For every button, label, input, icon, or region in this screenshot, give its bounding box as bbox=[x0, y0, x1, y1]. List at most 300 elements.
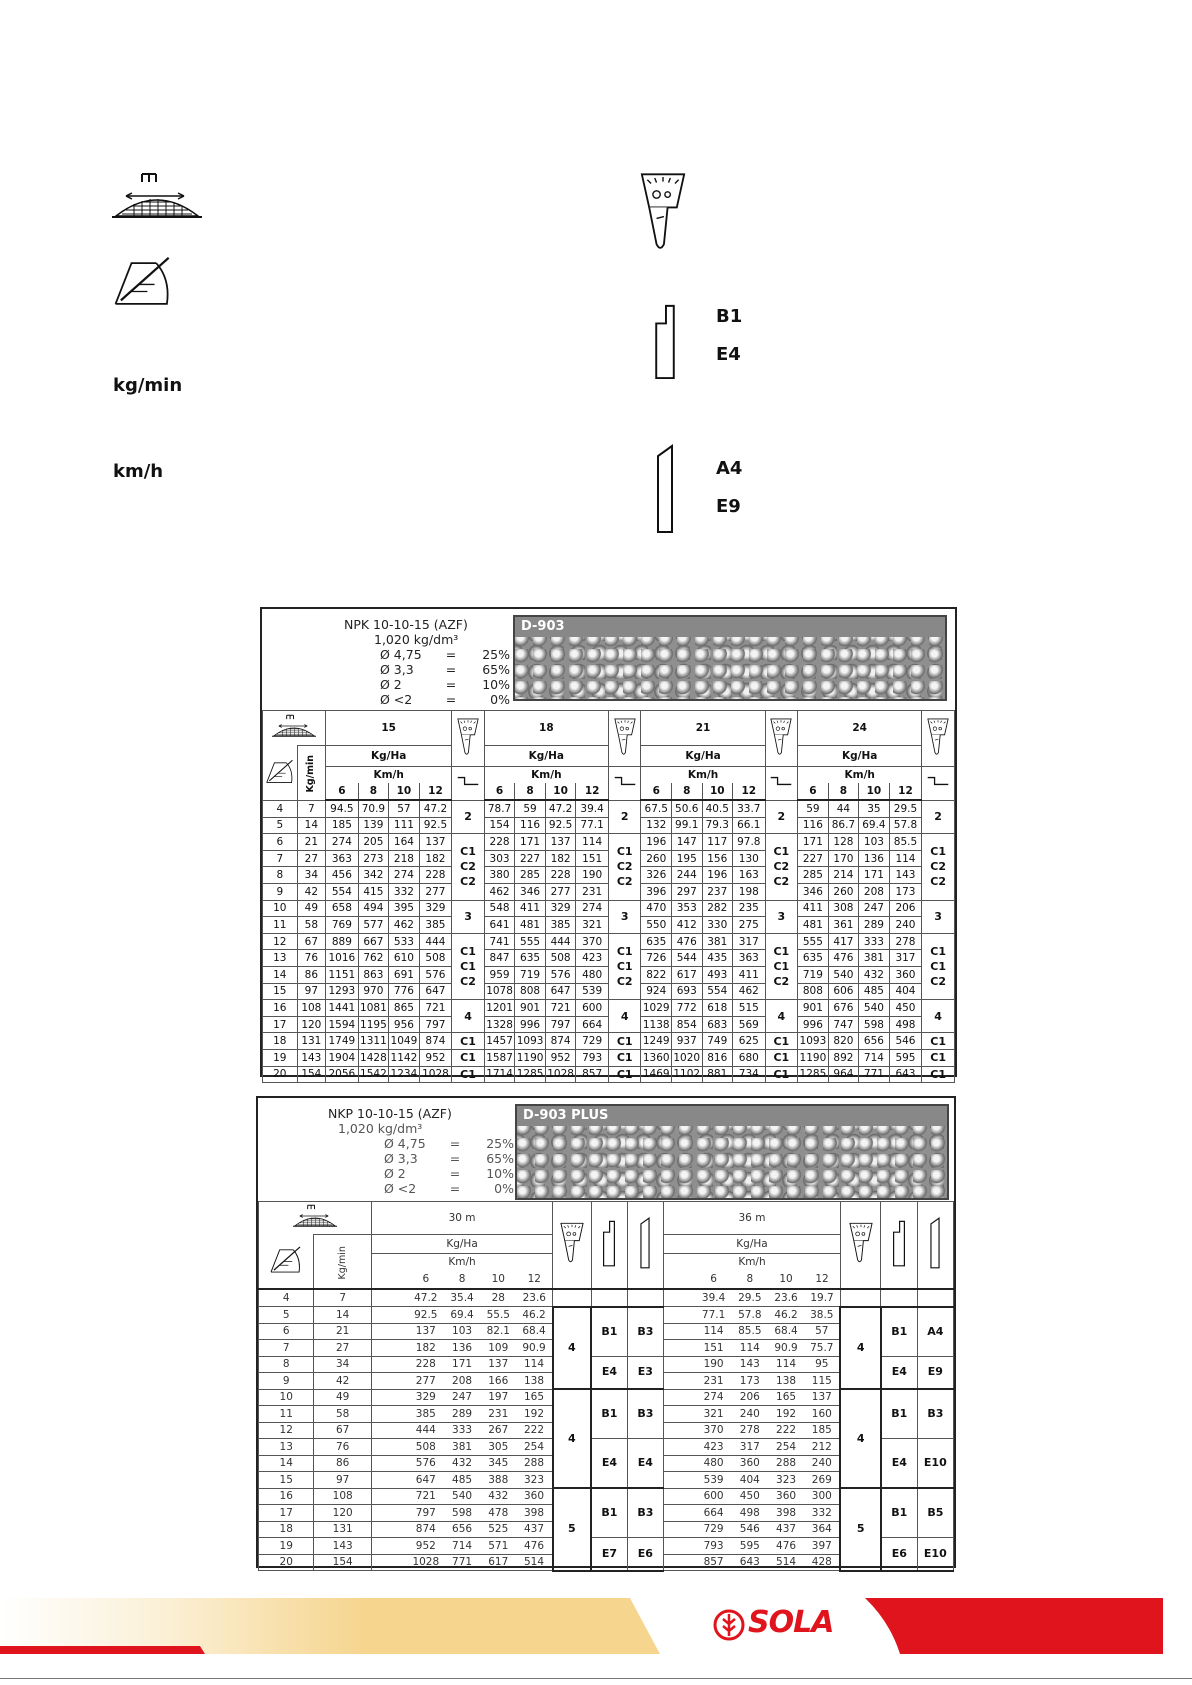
rate-step: 4 bbox=[259, 1289, 314, 1307]
speed-spacer bbox=[664, 1270, 696, 1289]
rate-value: 546 bbox=[889, 1033, 922, 1050]
rate-value: 395 bbox=[389, 900, 420, 917]
rate-value: 228 bbox=[408, 1356, 444, 1373]
spacer-cell bbox=[371, 1289, 407, 1307]
rate-value: 797 bbox=[545, 1016, 576, 1033]
spacer-cell bbox=[664, 1538, 696, 1555]
vane-setting: 4 bbox=[922, 1000, 955, 1033]
rate-value: 317 bbox=[733, 933, 766, 950]
table-row bbox=[263, 1066, 955, 1083]
short-vane-setting: E4 bbox=[881, 1439, 917, 1489]
flow-value: 49 bbox=[314, 1389, 372, 1406]
table-row bbox=[259, 1488, 954, 1505]
rate-value: 714 bbox=[859, 1049, 890, 1066]
rate-value: 317 bbox=[732, 1439, 768, 1456]
spacer-cell bbox=[371, 1554, 407, 1571]
rate-value: 423 bbox=[576, 950, 609, 967]
flow-value: 120 bbox=[314, 1505, 372, 1522]
rate-value: 540 bbox=[828, 966, 859, 983]
spacer-cell bbox=[664, 1439, 696, 1456]
dosing-gauge-icon bbox=[770, 717, 792, 757]
rate-value: 863 bbox=[358, 966, 389, 983]
rate-value: 33.7 bbox=[733, 800, 766, 817]
rate-value: 643 bbox=[889, 1066, 922, 1083]
flow-value: 42 bbox=[297, 883, 325, 900]
rate-value: 138 bbox=[768, 1373, 804, 1390]
flow-value: 86 bbox=[297, 966, 325, 983]
spacer-cell bbox=[371, 1439, 407, 1456]
rate-value: 476 bbox=[671, 933, 702, 950]
rate-value: 480 bbox=[576, 966, 609, 983]
rate-value: 647 bbox=[419, 983, 452, 1000]
rate-value: 820 bbox=[828, 1033, 859, 1050]
flow-value: 108 bbox=[314, 1488, 372, 1505]
rate-value: 881 bbox=[702, 1066, 733, 1083]
rate-value: 892 bbox=[828, 1049, 859, 1066]
rate-step: 20 bbox=[263, 1066, 298, 1083]
rate-value: 476 bbox=[768, 1538, 804, 1555]
rate-value: 617 bbox=[480, 1554, 516, 1571]
vane-setting: 4 bbox=[608, 1000, 641, 1033]
rate-table bbox=[258, 1201, 954, 1572]
rate-step: 14 bbox=[259, 1455, 314, 1472]
long-vane-header bbox=[917, 1202, 953, 1290]
rate-value: 277 bbox=[408, 1373, 444, 1390]
rate-value: 1081 bbox=[358, 1000, 389, 1017]
flow-value: 7 bbox=[297, 800, 325, 817]
rate-value: 444 bbox=[408, 1422, 444, 1439]
product-name: NPK 10-10-15 (AZF) bbox=[344, 617, 468, 632]
rate-value: 412 bbox=[671, 917, 702, 934]
rate-value: 577 bbox=[358, 917, 389, 934]
vane-setting: C1 bbox=[922, 1033, 955, 1050]
photo-label: D-903 bbox=[515, 617, 945, 637]
vane-setting: C1 bbox=[765, 1066, 798, 1083]
speed-header: 6 bbox=[798, 783, 829, 800]
rate-value: 47.2 bbox=[408, 1289, 444, 1307]
width-value: 18 bbox=[484, 711, 608, 746]
rate-value: 109 bbox=[480, 1340, 516, 1357]
rate-scale-icon bbox=[269, 1244, 303, 1274]
rate-value: 901 bbox=[798, 1000, 829, 1017]
flow-value: 76 bbox=[297, 950, 325, 967]
flow-value: 58 bbox=[314, 1406, 372, 1423]
rate-value: 82.1 bbox=[480, 1323, 516, 1340]
rate-value: 719 bbox=[515, 966, 546, 983]
rate-value: 889 bbox=[326, 933, 359, 950]
rate-value: 285 bbox=[515, 867, 546, 884]
rate-value: 69.4 bbox=[444, 1307, 480, 1324]
gauge-setting: 4 bbox=[840, 1389, 881, 1488]
rate-value: 137 bbox=[804, 1389, 840, 1406]
rate-value: 539 bbox=[695, 1472, 731, 1489]
rate-value: 952 bbox=[419, 1049, 452, 1066]
spacer-cell bbox=[664, 1488, 696, 1505]
spacer-cell bbox=[664, 1406, 696, 1423]
gauge-header bbox=[840, 1202, 881, 1290]
rate-value: 808 bbox=[798, 983, 829, 1000]
flow-value: 34 bbox=[297, 867, 325, 884]
granulometry-diameter: Ø 4,75 bbox=[384, 1136, 426, 1151]
rate-value: 57.8 bbox=[732, 1307, 768, 1324]
rate-value: 515 bbox=[733, 1000, 766, 1017]
rate-value: 1542 bbox=[358, 1066, 389, 1083]
rate-value: 212 bbox=[804, 1439, 840, 1456]
vane-setting: 3 bbox=[765, 900, 798, 933]
gauge-header bbox=[765, 711, 798, 767]
rate-value: 171 bbox=[515, 834, 546, 851]
rate-table bbox=[262, 710, 955, 1083]
rate-value: 353 bbox=[671, 900, 702, 917]
granulometry-diameter: Ø <2 bbox=[384, 1181, 417, 1196]
rate-value: 360 bbox=[732, 1455, 768, 1472]
rate-value: 85.5 bbox=[732, 1323, 768, 1340]
dosing-gauge-icon bbox=[614, 717, 636, 757]
rate-step: 19 bbox=[263, 1049, 298, 1066]
rate-value: 508 bbox=[408, 1439, 444, 1456]
rate-value: 808 bbox=[515, 983, 546, 1000]
granulometry-diameter: Ø 2 bbox=[384, 1166, 406, 1181]
rate-value: 321 bbox=[695, 1406, 731, 1423]
rate-value: 254 bbox=[516, 1439, 552, 1456]
rate-value: 235 bbox=[733, 900, 766, 917]
spacer-cell bbox=[664, 1323, 696, 1340]
rate-value: 1360 bbox=[641, 1049, 672, 1066]
speed-header: 8 bbox=[732, 1270, 768, 1289]
rate-value: 59 bbox=[798, 800, 829, 817]
rate-value: 546 bbox=[732, 1521, 768, 1538]
flow-value: 34 bbox=[314, 1356, 372, 1373]
long-vane-setting: A4 bbox=[917, 1307, 953, 1357]
long-vane-setting: E9 bbox=[917, 1356, 953, 1389]
rate-value: 227 bbox=[798, 850, 829, 867]
vane-setting: C1 C2 C2 bbox=[452, 834, 485, 900]
rate-value: 35.4 bbox=[444, 1289, 480, 1307]
spacer-cell bbox=[371, 1488, 407, 1505]
kgha-header: Kg/Ha bbox=[798, 746, 922, 767]
rate-value: 1469 bbox=[641, 1066, 672, 1083]
rate-value: 137 bbox=[545, 834, 576, 851]
rate-value: 456 bbox=[326, 867, 359, 884]
rate-value: 769 bbox=[326, 917, 359, 934]
rate-value: 227 bbox=[515, 850, 546, 867]
rate-step: 13 bbox=[259, 1439, 314, 1456]
granulometry-percent: 25% bbox=[482, 647, 510, 662]
width-value: 30 m bbox=[371, 1202, 552, 1235]
gauge-header bbox=[608, 711, 641, 767]
granulometry-diameter: Ø <2 bbox=[380, 692, 413, 707]
short-vane-header bbox=[881, 1202, 917, 1290]
long-vane-code-2: E9 bbox=[716, 496, 741, 517]
spacer-cell bbox=[371, 1455, 407, 1472]
rate-value: 67.5 bbox=[641, 800, 672, 817]
rate-value: 462 bbox=[389, 917, 420, 934]
granulometry-percent: 65% bbox=[486, 1151, 514, 1166]
rate-value: 277 bbox=[545, 883, 576, 900]
granulometry-row bbox=[380, 692, 510, 707]
speed-spacer bbox=[371, 1270, 407, 1289]
long-vane-setting: E10 bbox=[917, 1538, 953, 1571]
spacer-cell bbox=[664, 1455, 696, 1472]
rate-value: 370 bbox=[576, 933, 609, 950]
rate-value: 360 bbox=[889, 966, 922, 983]
short-vane-setting: E4 bbox=[591, 1439, 627, 1489]
rate-value: 498 bbox=[889, 1016, 922, 1033]
rate-step: 12 bbox=[259, 1422, 314, 1439]
rate-value: 952 bbox=[545, 1049, 576, 1066]
rate-value: 143 bbox=[889, 867, 922, 884]
rate-value: 680 bbox=[733, 1049, 766, 1066]
granulometry-equals: = bbox=[449, 1136, 461, 1151]
flow-value: 97 bbox=[314, 1472, 372, 1489]
rate-value: 762 bbox=[358, 950, 389, 967]
rate-value: 771 bbox=[859, 1066, 890, 1083]
rate-value: 1142 bbox=[389, 1049, 420, 1066]
rate-value: 99.1 bbox=[671, 817, 702, 834]
rate-value: 323 bbox=[768, 1472, 804, 1489]
gauge-setting: 4 bbox=[553, 1307, 591, 1390]
rate-value: 618 bbox=[702, 1000, 733, 1017]
rate-value: 79.3 bbox=[702, 817, 733, 834]
short-vane-setting: B1 bbox=[881, 1389, 917, 1439]
spacer-cell bbox=[371, 1538, 407, 1555]
rate-value: 635 bbox=[515, 950, 546, 967]
rate-value: 435 bbox=[702, 950, 733, 967]
rate-value: 404 bbox=[889, 983, 922, 1000]
speed-header: 10 bbox=[702, 783, 733, 800]
rate-value: 185 bbox=[804, 1422, 840, 1439]
rate-value: 1020 bbox=[671, 1049, 702, 1066]
flow-value: 76 bbox=[314, 1439, 372, 1456]
rate-value: 417 bbox=[828, 933, 859, 950]
rate-value: 647 bbox=[545, 983, 576, 1000]
rate-value: 865 bbox=[389, 1000, 420, 1017]
granulometry-row bbox=[384, 1136, 514, 1151]
rate-value: 260 bbox=[641, 850, 672, 867]
rate-value: 683 bbox=[702, 1016, 733, 1033]
rate-value: 116 bbox=[515, 817, 546, 834]
rate-value: 297 bbox=[671, 883, 702, 900]
rate-value: 360 bbox=[516, 1488, 552, 1505]
rate-value: 432 bbox=[444, 1455, 480, 1472]
rate-value: 254 bbox=[768, 1439, 804, 1456]
spacer-cell bbox=[664, 1289, 696, 1307]
rate-value: 478 bbox=[480, 1505, 516, 1522]
speed-header: 10 bbox=[480, 1270, 516, 1289]
rate-value: 1093 bbox=[798, 1033, 829, 1050]
vane-header bbox=[765, 767, 798, 801]
rate-value: 1293 bbox=[326, 983, 359, 1000]
rate-value: 635 bbox=[641, 933, 672, 950]
short-vane-setting: B1 bbox=[591, 1307, 627, 1357]
sola-emblem-icon bbox=[712, 1608, 746, 1642]
rate-value: 269 bbox=[804, 1472, 840, 1489]
rate-value: 595 bbox=[889, 1049, 922, 1066]
rate-value: 797 bbox=[419, 1016, 452, 1033]
rate-value: 130 bbox=[733, 850, 766, 867]
granulometry-row bbox=[380, 677, 510, 692]
vane-setting: C1 bbox=[608, 1033, 641, 1050]
long-vane-icon bbox=[654, 444, 676, 534]
rate-value: 40.5 bbox=[702, 800, 733, 817]
rate-value: 514 bbox=[768, 1554, 804, 1571]
rate-value: 1190 bbox=[798, 1049, 829, 1066]
rate-value: 691 bbox=[389, 966, 420, 983]
rate-value: 1093 bbox=[515, 1033, 546, 1050]
table-row bbox=[263, 834, 955, 851]
rate-value: 1078 bbox=[484, 983, 515, 1000]
kgha-header: Kg/Ha bbox=[484, 746, 608, 767]
gauge-setting: 4 bbox=[553, 1389, 591, 1488]
rate-value: 1049 bbox=[389, 1033, 420, 1050]
granulometry-equals: = bbox=[445, 647, 457, 662]
speed-header: 8 bbox=[828, 783, 859, 800]
rate-value: 117 bbox=[702, 834, 733, 851]
rate-value: 444 bbox=[419, 933, 452, 950]
width-header bbox=[263, 711, 326, 746]
kgha-header: Kg/Ha bbox=[641, 746, 765, 767]
rate-value: 411 bbox=[798, 900, 829, 917]
spacer-cell bbox=[664, 1356, 696, 1373]
fertilizer-photo bbox=[513, 615, 947, 701]
spacer-cell bbox=[664, 1389, 696, 1406]
rate-value: 198 bbox=[733, 883, 766, 900]
rate-value: 398 bbox=[768, 1505, 804, 1522]
rate-value: 525 bbox=[480, 1521, 516, 1538]
rate-step: 11 bbox=[263, 917, 298, 934]
short-vane-code-2: E4 bbox=[716, 344, 741, 365]
spacer-cell bbox=[371, 1521, 407, 1538]
rate-value: 444 bbox=[545, 933, 576, 950]
page-bottom-rule bbox=[0, 1678, 1192, 1679]
vane-setting: C1 C2 C2 bbox=[765, 834, 798, 900]
rate-value: 1016 bbox=[326, 950, 359, 967]
vane-setting: C1 bbox=[922, 1049, 955, 1066]
rate-value: 721 bbox=[419, 1000, 452, 1017]
empty-cell bbox=[917, 1289, 953, 1307]
spacer-cell bbox=[371, 1307, 407, 1324]
footer-graphic bbox=[0, 1592, 1192, 1654]
dosing-gauge-icon bbox=[560, 1221, 584, 1265]
rate-step: 13 bbox=[263, 950, 298, 967]
speed-header: 12 bbox=[576, 783, 609, 800]
rate-value: 423 bbox=[695, 1439, 731, 1456]
rate-value: 195 bbox=[671, 850, 702, 867]
flow-value: 120 bbox=[297, 1016, 325, 1033]
rate-value: 330 bbox=[702, 917, 733, 934]
speed-header: 8 bbox=[671, 783, 702, 800]
rate-value: 77.1 bbox=[695, 1307, 731, 1324]
granulometry-row bbox=[380, 662, 510, 677]
rate-value: 1457 bbox=[484, 1033, 515, 1050]
rate-value: 278 bbox=[889, 933, 922, 950]
rate-value: 206 bbox=[889, 900, 922, 917]
rate-value: 476 bbox=[516, 1538, 552, 1555]
spacer-cell bbox=[371, 1389, 407, 1406]
flow-value: 49 bbox=[297, 900, 325, 917]
rate-step: 5 bbox=[259, 1307, 314, 1324]
rate-value: 57 bbox=[804, 1323, 840, 1340]
flow-value: 14 bbox=[314, 1307, 372, 1324]
rate-value: 1587 bbox=[484, 1049, 515, 1066]
vane-setting: 2 bbox=[452, 800, 485, 834]
long-vane-header bbox=[627, 1202, 663, 1290]
rate-value: 576 bbox=[408, 1455, 444, 1472]
long-vane-code-1: A4 bbox=[716, 458, 743, 479]
rate-value: 86.7 bbox=[828, 817, 859, 834]
rate-value: 274 bbox=[576, 900, 609, 917]
rate-step: 19 bbox=[259, 1538, 314, 1555]
rate-value: 326 bbox=[641, 867, 672, 884]
flow-value: 67 bbox=[297, 933, 325, 950]
rate-value: 128 bbox=[828, 834, 859, 851]
rate-value: 165 bbox=[768, 1389, 804, 1406]
rate-value: 273 bbox=[358, 850, 389, 867]
rate-value: 1028 bbox=[408, 1554, 444, 1571]
rate-value: 432 bbox=[859, 966, 890, 983]
vane-setting: C1 C1 C2 bbox=[452, 933, 485, 999]
granulometry-percent: 0% bbox=[494, 1181, 514, 1196]
dosing-gauge-icon bbox=[457, 717, 479, 757]
width-header bbox=[259, 1202, 372, 1235]
rate-value: 50.6 bbox=[671, 800, 702, 817]
rate-value: 208 bbox=[444, 1373, 480, 1390]
rate-value: 39.4 bbox=[695, 1289, 731, 1307]
rate-value: 147 bbox=[671, 834, 702, 851]
rate-value: 676 bbox=[828, 1000, 859, 1017]
rate-value: 481 bbox=[515, 917, 546, 934]
rate-step: 9 bbox=[263, 883, 298, 900]
flow-label: kg/min bbox=[113, 375, 183, 396]
rate-value: 29.5 bbox=[732, 1289, 768, 1307]
rate-value: 398 bbox=[516, 1505, 552, 1522]
rate-value: 171 bbox=[859, 867, 890, 884]
vane-setting: C1 C1 C2 bbox=[608, 933, 641, 999]
rate-value: 793 bbox=[576, 1049, 609, 1066]
rate-value: 196 bbox=[641, 834, 672, 851]
rate-value: 114 bbox=[695, 1323, 731, 1340]
speed-header: 12 bbox=[804, 1270, 840, 1289]
rate-value: 237 bbox=[702, 883, 733, 900]
vane-setting: 3 bbox=[608, 900, 641, 933]
spacer-cell bbox=[664, 1521, 696, 1538]
table-row bbox=[259, 1307, 954, 1324]
rate-value: 288 bbox=[768, 1455, 804, 1472]
rate-value: 151 bbox=[576, 850, 609, 867]
rate-value: 437 bbox=[768, 1521, 804, 1538]
rate-value: 46.2 bbox=[516, 1307, 552, 1324]
rate-value: 555 bbox=[515, 933, 546, 950]
rate-value: 721 bbox=[408, 1488, 444, 1505]
granulometry-diameter: Ø 3,3 bbox=[380, 662, 414, 677]
rate-value: 205 bbox=[358, 834, 389, 851]
vane-header-icon bbox=[613, 775, 637, 787]
rate-value: 793 bbox=[695, 1538, 731, 1555]
flow-value: 42 bbox=[314, 1373, 372, 1390]
rate-value: 68.4 bbox=[516, 1323, 552, 1340]
rate-value: 924 bbox=[641, 983, 672, 1000]
rate-value: 576 bbox=[545, 966, 576, 983]
rate-value: 874 bbox=[419, 1033, 452, 1050]
rate-value: 94.5 bbox=[326, 800, 359, 817]
rate-value: 170 bbox=[828, 850, 859, 867]
flow-value: 131 bbox=[297, 1033, 325, 1050]
rate-value: 278 bbox=[732, 1422, 768, 1439]
rate-step: 9 bbox=[259, 1373, 314, 1390]
photo-label: D-903 PLUS bbox=[517, 1106, 947, 1126]
rate-value: 606 bbox=[828, 983, 859, 1000]
rate-value: 996 bbox=[798, 1016, 829, 1033]
